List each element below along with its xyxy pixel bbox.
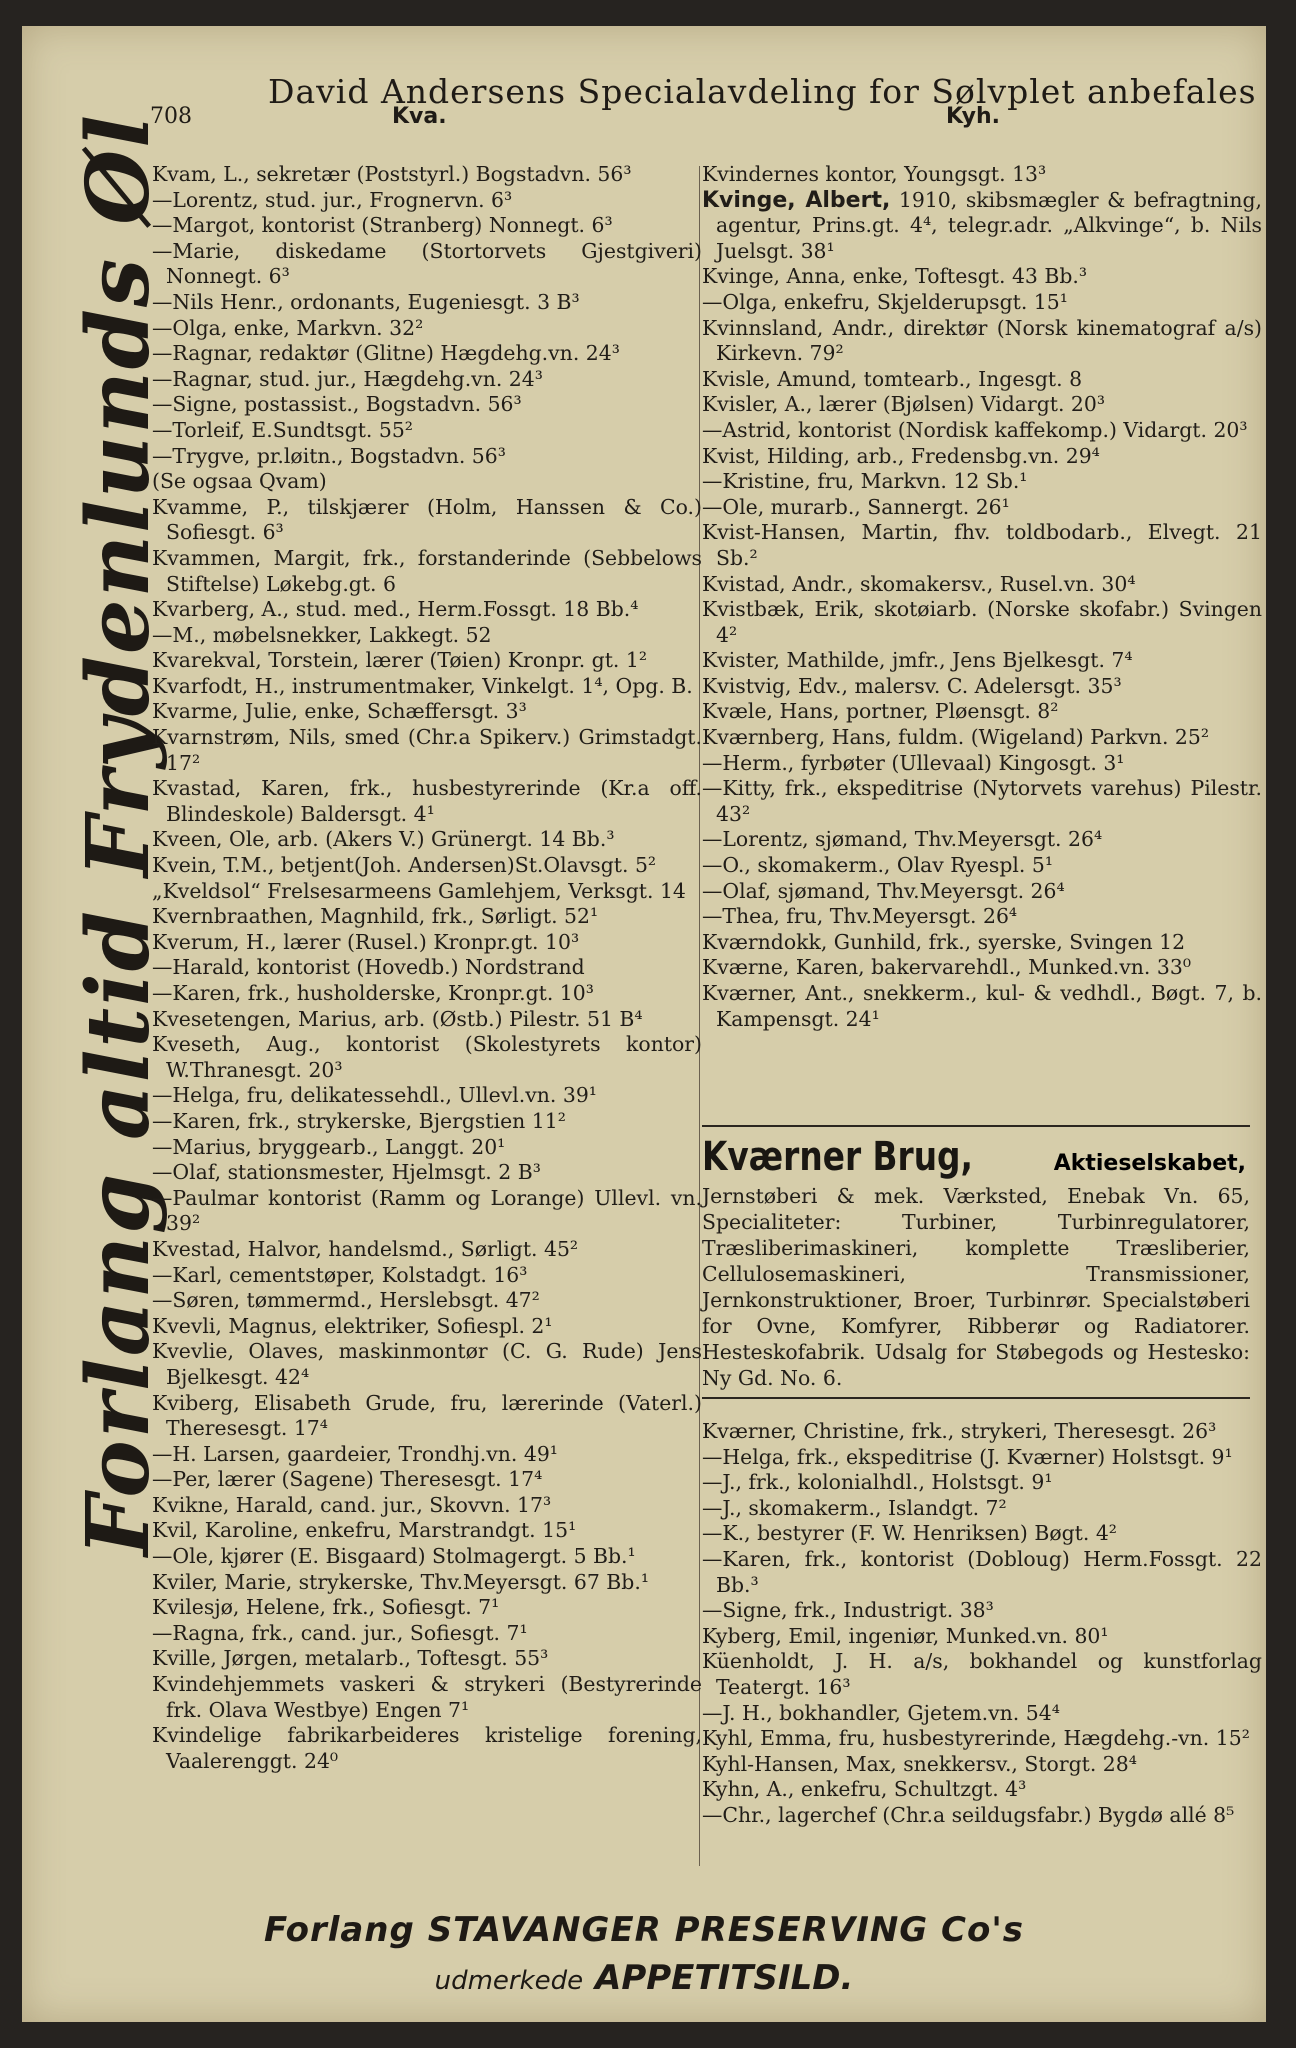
directory-entry: —Torleif, E.Sundtsgt. 55² xyxy=(152,417,413,442)
footer-line-1: Forlang STAVANGER PRESERVING Co's xyxy=(264,1910,1024,1950)
directory-entry: Kvesetengen, Marius, arb. (Østb.) Pilestr. 51 B⁴ xyxy=(152,1006,643,1031)
directory-entry: —Kristine, fru, Markvn. 12 Sb.¹ xyxy=(702,469,1028,494)
directory-entry: —Ragna, frk., cand. jur., Sofiesgt. 7¹ xyxy=(152,1620,528,1645)
directory-entry: —Herm., fyrbøter (Ullevaal) Kingosgt. 3¹ xyxy=(702,750,1125,775)
ad-bottom-rule xyxy=(702,1397,1250,1399)
directory-entry: Kvisle, Amund, tomtearb., Ingesgt. 8 xyxy=(702,366,1083,391)
directory-entry: Kville, Jørgen, metalarb., Toftesgt. 55³ xyxy=(152,1646,549,1671)
directory-entry: —Olga, enke, Markvn. 32² xyxy=(152,315,424,340)
directory-entry: —Helga, fru, delikatessehdl., Ullevl.vn. 39¹ xyxy=(152,1083,597,1108)
directory-entry: —H. Larsen, gaardeier, Trondhj.vn. 49¹ xyxy=(152,1441,558,1466)
entry-highlight-name: Kvinge, Albert, xyxy=(702,187,891,213)
header-advertisement: David Andersens Specialavdeling for Sølvplet anbefales xyxy=(268,72,1257,111)
directory-entry: —Paulmar kontorist (Ramm og Lorange) Ullevl. vn. 39² xyxy=(152,1185,702,1236)
directory-entry: —Marius, bryggearb., Langgt. 20¹ xyxy=(152,1134,506,1159)
directory-entry: —Nils Henr., ordonants, Eugeniesgt. 3 B³ xyxy=(152,289,580,314)
directory-entry: —Lorentz, stud. jur., Frognervn. 6³ xyxy=(152,187,513,212)
directory-entry: —Olaf, stationsmester, Hjelmsgt. 2 B³ xyxy=(152,1160,541,1185)
directory-entry: Kvinge, Albert, 1910, skibsmægler & befragtning, agentur, Prins.gt. 4⁴, telegr.adr. „Alkvinge“, b. Nils Juelsgt. 38¹ xyxy=(702,187,1262,263)
directory-entry: Kvein, T.M., betjent(Joh. Andersen)St.Olavsgt. 5² xyxy=(152,853,657,878)
directory-entry: Kvarberg, A., stud. med., Herm.Fossgt. 18 Bb.⁴ xyxy=(152,597,639,622)
directory-entry: Kvindernes kontor, Youngsgt. 13³ xyxy=(702,162,1047,186)
directory-entry: Kverum, H., lærer (Rusel.) Kronpr.gt. 10³ xyxy=(152,929,580,954)
directory-entry: Kvistbæk, Erik, skotøiarb. (Norske skofabr.) Svingen 4² xyxy=(702,597,1262,647)
directory-entry: —J. H., bokhandler, Gjetem.vn. 54⁴ xyxy=(702,1700,1060,1725)
directory-entry: Kvistvig, Edv., malersv. C. Adelersgt. 35³ xyxy=(702,673,1122,698)
directory-entry: Kværner, Ant., snekkerm., kul- & vedhdl., Bøgt. 7, b. Kampensgt. 24¹ xyxy=(702,981,1262,1031)
directory-entry: Kvist-Hansen, Martin, fhv. toldbodarb., Elvegt. 21 Sb.² xyxy=(702,520,1262,570)
directory-entry: —J., frk., kolonialhdl., Holstsgt. 9¹ xyxy=(702,1470,1053,1495)
directory-entry: —Søren, tømmermd., Herslebsgt. 47² xyxy=(152,1288,540,1313)
directory-entry: Kvamme, P., tilskjærer (Holm, Hanssen & Co.) Sofiesgt. 6³ xyxy=(152,494,702,545)
directory-entry: —Olga, enkefru, Skjelderupsgt. 15¹ xyxy=(702,289,1068,314)
directory-entry: —J., skomakerm., Islandgt. 7² xyxy=(702,1495,1007,1520)
directory-entry: —O., skomakerm., Olav Ryespl. 5¹ xyxy=(702,853,1054,878)
directory-entry: —Helga, frk., ekspeditrise (J. Kværner) Holstsgt. 9¹ xyxy=(702,1444,1233,1469)
directory-entry: Kvilesjø, Helene, frk., Sofiesgt. 7¹ xyxy=(152,1595,500,1620)
directory-entry: —Margot, kontorist (Stranberg) Nonnegt. 6³ xyxy=(152,213,613,238)
directory-entry: Kvil, Karoline, enkefru, Marstrandgt. 15¹ xyxy=(152,1518,577,1543)
footer-advertisement xyxy=(22,1910,1266,1998)
left-column xyxy=(152,162,702,1774)
footer-line-2-big: APPETITSILD. xyxy=(595,1958,854,1998)
directory-entry: Kvindehjemmets vaskeri & strykeri (Bestyrerinde frk. Olava Westbye) Engen 7¹ xyxy=(152,1672,702,1722)
directory-entry: Kvinnsland, Andr., direktør (Norsk kinematograf a/s) Kirkevn. 79² xyxy=(702,315,1262,366)
directory-entry: —Trygve, pr.løitn., Bogstadvn. 56³ xyxy=(152,443,506,468)
directory-entry: Kvastad, Karen, frk., husbestyrerinde (Kr.a off. Blindeskole) Baldersgt. 4¹ xyxy=(152,776,702,826)
side-advertisement: Forlang altid Frydenlunds Øl xyxy=(68,113,169,1556)
directory-entry: —Karl, cementstøper, Kolstadgt. 16³ xyxy=(152,1262,528,1287)
directory-entry: Kvistad, Andr., skomakersv., Rusel.vn. 30⁴ xyxy=(702,571,1136,596)
directory-entry: Kyhl-Hansen, Max, snekkersv., Storgt. 28⁴ xyxy=(702,1751,1137,1776)
directory-entry: Kvarfodt, H., instrumentmaker, Vinkelgt. 1⁴, Opg. B. xyxy=(152,673,693,698)
page-number: 708 xyxy=(150,104,192,129)
ad-top-rule xyxy=(702,1125,1250,1127)
directory-entry: Kvindelige fabrikarbeideres kristelige forening, Vaalerenggt. 24⁰ xyxy=(152,1723,702,1773)
directory-entry: —K., bestyrer (F. W. Henriksen) Bøgt. 4² xyxy=(702,1521,1117,1546)
directory-entry: Kværndokk, Gunhild, frk., syerske, Svingen 12 xyxy=(702,929,1186,954)
directory-entry: Kværnberg, Hans, fuldm. (Wigeland) Parkvn. 25² xyxy=(702,725,1210,750)
directory-entry: —Ragnar, stud. jur., Hægdehg.vn. 24³ xyxy=(152,366,543,391)
directory-entry: Kyhl, Emma, fru, husbestyrerinde, Hægdehg.-vn. 15² xyxy=(702,1726,1250,1751)
directory-entry: —Karen, frk., strykerske, Bjergstien 11² xyxy=(152,1108,566,1133)
directory-entry: —Harald, kontorist (Hovedb.) Nordstrand xyxy=(152,955,585,980)
right-column-key: Kyh. xyxy=(946,104,1001,129)
directory-entry: (Se ogsaa Qvam) xyxy=(152,469,327,494)
directory-entry: —Signe, postassist., Bogstadvn. 56³ xyxy=(152,392,522,417)
footer-line-2 xyxy=(22,1958,1266,1998)
directory-entry: Kvikne, Harald, cand. jur., Skovvn. 17³ xyxy=(152,1492,552,1517)
left-column-key: Kva. xyxy=(392,104,447,129)
directory-entry: —Per, lærer (Sagene) Theresesgt. 17⁴ xyxy=(152,1467,543,1492)
directory-entry: —Thea, fru, Thv.Meyersgt. 26⁴ xyxy=(702,904,1018,929)
directory-entry: Kveen, Ole, arb. (Akers V.) Grünergt. 14 Bb.³ xyxy=(152,827,615,852)
directory-entry: —Ole, kjører (E. Bisgaard) Stolmagergt. 5 Bb.¹ xyxy=(152,1544,636,1569)
directory-page xyxy=(22,26,1266,2022)
ad-company: Aktieselskabet, xyxy=(1053,1151,1246,1176)
directory-entry: Kvist, Hilding, arb., Fredensbg.vn. 29⁴ xyxy=(702,443,1100,468)
directory-entry: Küenholdt, J. H. a/s, bokhandel og kunstforlag Teatergt. 16³ xyxy=(702,1649,1262,1699)
directory-entry: Kvæle, Hans, portner, Pløensgt. 8² xyxy=(702,699,1059,724)
ad-text: Jernstøberi & mek. Værksted, Enebak Vn. 65, Specialiteter: Turbiner, Turbinregulatorer, Træsliberimaskineri, komplette Træsliberier, Cellulosemaskineri, Transmissioner, Jernkonstruktioner, Broer, Turbinrør. Specialstøberi for Ovne, Komfyrer, Ribberør og Radiatorer. Hesteskofabrik. Udsalg for Støbegods og Hestesko: Ny Gd. No. 6. xyxy=(702,1184,1250,1390)
directory-entry: „Kveldsol“ Frelsesarmeens Gamlehjem, Verksgt. 14 xyxy=(152,878,686,903)
directory-entry: Kveseth, Aug., kontorist (Skolestyrets kontor) W.Thranesgt. 20³ xyxy=(152,1032,702,1082)
right-column xyxy=(702,162,1262,1032)
directory-entry: —Olaf, sjømand, Thv.Meyersgt. 26⁴ xyxy=(702,878,1065,903)
page-header xyxy=(22,64,1266,134)
directory-entry: Kvinge, Anna, enke, Toftesgt. 43 Bb.³ xyxy=(702,264,1088,289)
directory-entry: —Kitty, frk., ekspeditrise (Nytorvets varehus) Pilestr. 43² xyxy=(702,776,1262,826)
kvaerner-brug-advertisement xyxy=(702,1119,1250,1405)
directory-entry: —Karen, frk., husholderske, Kronpr.gt. 10³ xyxy=(152,981,594,1005)
directory-entry: Kviberg, Elisabeth Grude, fru, lærerinde (Vaterl.) Theresesgt. 17⁴ xyxy=(152,1390,702,1441)
right-column-continued xyxy=(702,1419,1262,1829)
directory-entry: Kviler, Marie, strykerske, Thv.Meyersgt. 67 Bb.¹ xyxy=(152,1569,649,1594)
directory-entry: —Karen, frk., kontorist (Dobloug) Herm.Fossgt. 22 Bb.³ xyxy=(702,1546,1262,1597)
directory-entry: Kyhn, A., enkefru, Schultzgt. 4³ xyxy=(702,1777,1027,1802)
directory-entry: Kvister, Mathilde, jmfr., Jens Bjelkesgt. 7⁴ xyxy=(702,648,1133,673)
directory-entry: Kvarekval, Torstein, lærer (Tøien) Kronpr. gt. 1² xyxy=(152,648,648,673)
directory-entry: Kvam, L., sekretær (Poststyrl.) Bogstadvn. 56³ xyxy=(152,162,632,186)
directory-entry: —Ole, murarb., Sannergt. 26¹ xyxy=(702,494,1010,519)
directory-entry: Kvevlie, Olaves, maskinmontør (C. G. Rude) Jens Bjelkesgt. 42⁴ xyxy=(152,1339,702,1389)
ad-title: Kværner Brug, xyxy=(702,1134,974,1180)
directory-entry: —Ragnar, redaktør (Glitne) Hægdehg.vn. 24³ xyxy=(152,341,620,366)
directory-entry: Kvernbraathen, Magnhild, frk., Sørligt. 52¹ xyxy=(152,904,599,929)
directory-entry: Kvestad, Halvor, handelsmd., Sørligt. 45² xyxy=(152,1236,579,1261)
directory-entry: —Astrid, kontorist (Nordisk kaffekomp.) Vidargt. 20³ xyxy=(702,417,1248,442)
directory-entry: Kværner, Christine, frk., strykeri, Theresesgt. 26³ xyxy=(702,1419,1217,1443)
directory-entry: —Signe, frk., Industrigt. 38³ xyxy=(702,1598,994,1623)
footer-line-2-small: udmerkede xyxy=(434,1966,584,1996)
directory-entry: Kværne, Karen, bakervarehdl., Munked.vn. 33⁰ xyxy=(702,955,1191,980)
directory-entry: —Chr., lagerchef (Chr.a seildugsfabr.) Bygdø allé 8⁵ xyxy=(702,1802,1235,1827)
directory-entry: —M., møbelsnekker, Lakkegt. 52 xyxy=(152,622,492,647)
directory-entry: Kvisler, A., lærer (Bjølsen) Vidargt. 20³ xyxy=(702,392,1106,417)
directory-entry: —Marie, diskedame (Stortorvets Gjestgiveri) Nonnegt. 6³ xyxy=(152,238,702,289)
directory-entry: Kvammen, Margit, frk., forstanderinde (Sebbelows Stiftelse) Løkebg.gt. 6 xyxy=(152,545,702,596)
directory-entry: Kvevli, Magnus, elektriker, Sofiespl. 2¹ xyxy=(152,1313,553,1338)
directory-entry: —Lorentz, sjømand, Thv.Meyersgt. 26⁴ xyxy=(702,827,1103,852)
directory-entry: Kvarme, Julie, enke, Schæffersgt. 3³ xyxy=(152,699,527,724)
directory-entry: Kvarnstrøm, Nils, smed (Chr.a Spikerv.) Grimstadgt. 17² xyxy=(152,725,702,775)
directory-entry: Kyberg, Emil, ingeniør, Munked.vn. 80¹ xyxy=(702,1623,1109,1648)
